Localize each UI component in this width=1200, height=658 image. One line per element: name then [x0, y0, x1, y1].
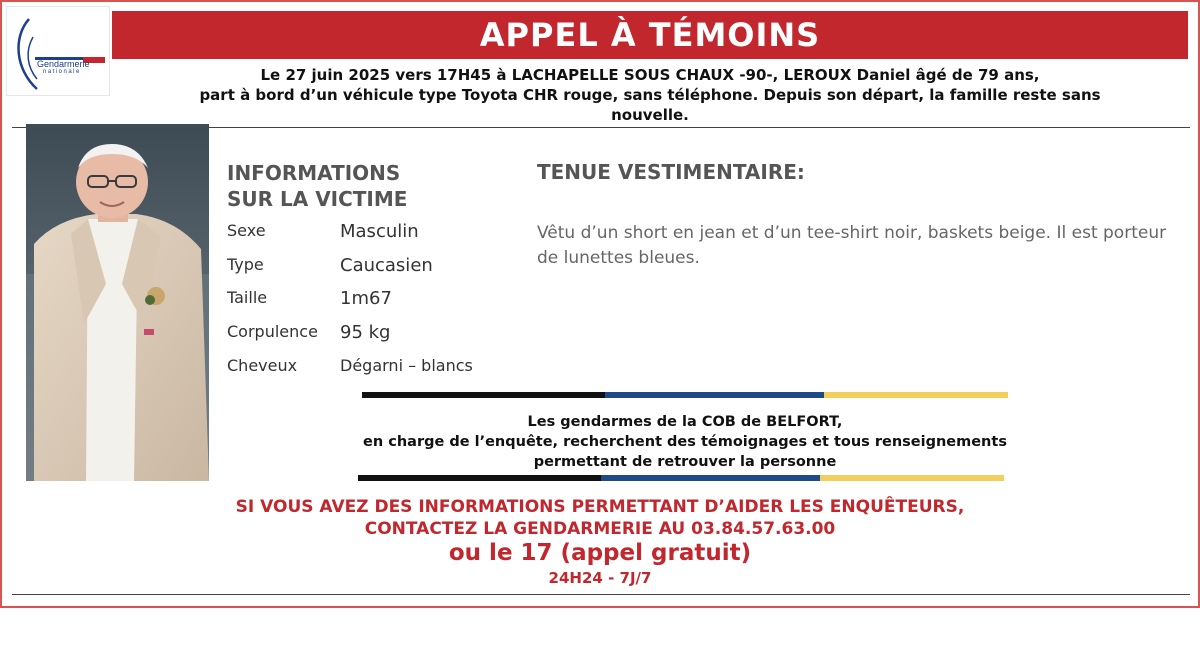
gendarmerie-logo: [6, 6, 110, 96]
flag-stripe-black: [358, 475, 601, 481]
flag-stripe-yellow: [820, 475, 1004, 481]
tenue-title: TENUE VESTIMENTAIRE:: [537, 160, 805, 184]
victim-info-title-line: INFORMATIONS: [227, 161, 401, 185]
flag-stripe-black: [362, 392, 605, 398]
field-label-taille: Taille: [227, 288, 268, 307]
victim-info-title-line: SUR LA VICTIME: [227, 187, 408, 211]
flag-stripe-bottom: [358, 475, 1004, 481]
victim-photo: [26, 124, 209, 481]
intro-text: [130, 65, 1170, 125]
field-value-corpulence: 95 kg: [340, 322, 391, 343]
intro-line: Le 27 juin 2025 vers 17H45 à LACHAPELLE SOUS CHAUX -90-, LEROUX Daniel âgé de 79 ans,: [260, 66, 1040, 84]
field-label-corpulence: Corpulence: [227, 322, 318, 341]
intro-line: part à bord d’un véhicule type Toyota CHR rouge, sans téléphone. Depuis son départ, la famille reste sans: [199, 86, 1101, 104]
cob-line: en charge de l’enquête, recherchent des témoignages et tous renseignements: [363, 434, 1007, 450]
field-value-taille: 1m67: [340, 288, 392, 309]
cta-info: [100, 496, 1100, 540]
flag-stripe-blue: [601, 475, 820, 481]
cta-phone-line: CONTACTEZ LA GENDARMERIE AU 03.84.57.63.00: [364, 519, 836, 539]
intro-line: nouvelle.: [611, 106, 689, 124]
cta-line: SI VOUS AVEZ DES INFORMATIONS PERMETTANT D’AIDER LES ENQUÊTEURS,: [235, 497, 965, 517]
victim-portrait-icon: [26, 124, 209, 481]
field-value-type: Caucasien: [340, 255, 433, 276]
field-label-sexe: Sexe: [227, 221, 266, 240]
cob-line: permettant de retrouver la personne: [533, 454, 837, 470]
divider-bottom: [12, 594, 1190, 595]
flag-stripe-yellow: [824, 392, 1008, 398]
logo-subtitle: nationale: [43, 69, 81, 75]
field-value-sexe: Masculin: [340, 221, 419, 242]
field-label-type: Type: [227, 255, 264, 274]
flag-stripe-top: [362, 392, 1008, 398]
poster-title: APPEL À TÉMOINS: [112, 11, 1188, 59]
cob-notice: [300, 412, 1070, 472]
cta-free-call: ou le 17 (appel gratuit): [448, 540, 752, 566]
gendarmerie-emblem-icon: [7, 7, 111, 97]
cta-availability: 24H24 - 7J/7: [548, 569, 652, 587]
victim-info-title: [227, 160, 487, 212]
flag-stripe-blue: [605, 392, 824, 398]
cob-line: Les gendarmes de la COB de BELFORT,: [527, 414, 843, 430]
logo-name: Gendarmerie: [37, 59, 90, 69]
field-value-cheveux: Dégarni – blancs: [340, 356, 473, 375]
tenue-description: Vêtu d’un short en jean et d’un tee-shirt noir, baskets beige. Il est porteur de lunettes bleues.: [537, 223, 1167, 268]
field-label-cheveux: Cheveux: [227, 356, 298, 375]
